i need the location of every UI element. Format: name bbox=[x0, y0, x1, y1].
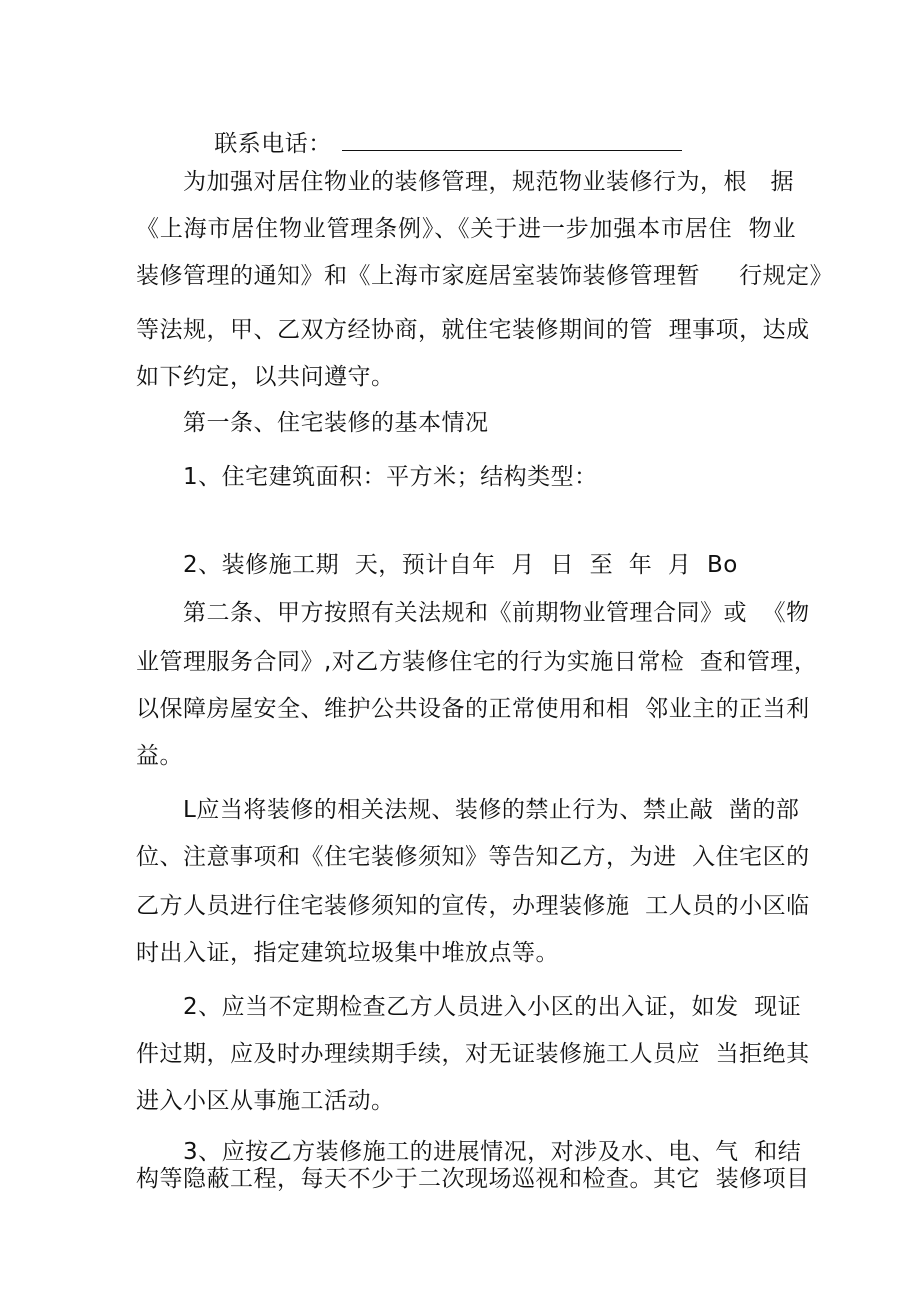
paragraph-line: 以保障房屋安全、维护公共设备的正常使用和相 邻业主的正当利 bbox=[136, 696, 810, 722]
contact-label: 联系电话： bbox=[214, 131, 332, 157]
paragraph-line: 2、应当不定期检查乙方人员进入小区的出入证，如发 现证 bbox=[183, 994, 802, 1020]
paragraph-line: 乙方人员进行住宅装修须知的宣传，办理装修施 工人员的小区临 bbox=[136, 893, 810, 919]
contact-phone-blank bbox=[342, 130, 682, 151]
paragraph-line: 件过期，应及时办理续期手续，对无证装修施工人员应 当拒绝其 bbox=[136, 1041, 810, 1067]
paragraph-line: 时出入证，指定建筑垃圾集中堆放点等。 bbox=[136, 940, 559, 966]
paragraph-line: 业管理服务合同》,对乙方装修住宅的行为实施日常检 查和管理， bbox=[136, 649, 818, 675]
paragraph-line: 3、应按乙方装修施工的进展情况，对涉及水、电、气 和结 bbox=[183, 1139, 802, 1165]
paragraph-line: 装修管理的通知》和《上海市家庭居室装饰装修管理暂 行规定》 bbox=[136, 263, 834, 289]
paragraph-line: 如下约定，以共问遵守。 bbox=[136, 364, 395, 390]
paragraph-line: 益。 bbox=[136, 743, 183, 769]
paragraph-line: 为加强对居住物业的装修管理，规范物业装修行为，根 据 bbox=[183, 169, 794, 195]
paragraph-line: 位、注意事项和《住宅装修须知》等告知乙方，为进 入住宅区的 bbox=[136, 844, 810, 870]
paragraph-line: 2、装修施工期 天，预计自年 月 日 至 年 月 Bo bbox=[183, 552, 738, 578]
paragraph-line: 构等隐蔽工程，每天不少于二次现场巡视和检查。其它 装修项目 bbox=[136, 1166, 810, 1192]
paragraph-line: 《上海市居住物业管理条例》、《关于进一步加强本市居住 物业 bbox=[136, 216, 796, 242]
paragraph-line: 第二条、甲方按照有关法规和《前期物业管理合同》或 《物 bbox=[183, 600, 810, 626]
paragraph-line: L应当将装修的相关法规、装修的禁止行为、禁止敲 凿的部 bbox=[183, 797, 800, 823]
paragraph-line: 1、住宅建筑面积：平方米；结构类型： bbox=[183, 464, 598, 490]
paragraph-line: 进入小区从事施工活动。 bbox=[136, 1088, 395, 1114]
section-heading: 第一条、住宅装修的基本情况 bbox=[183, 410, 489, 436]
paragraph-line: 等法规，甲、乙双方经协商，就住宅装修期间的管 理事项，达成 bbox=[136, 317, 810, 343]
